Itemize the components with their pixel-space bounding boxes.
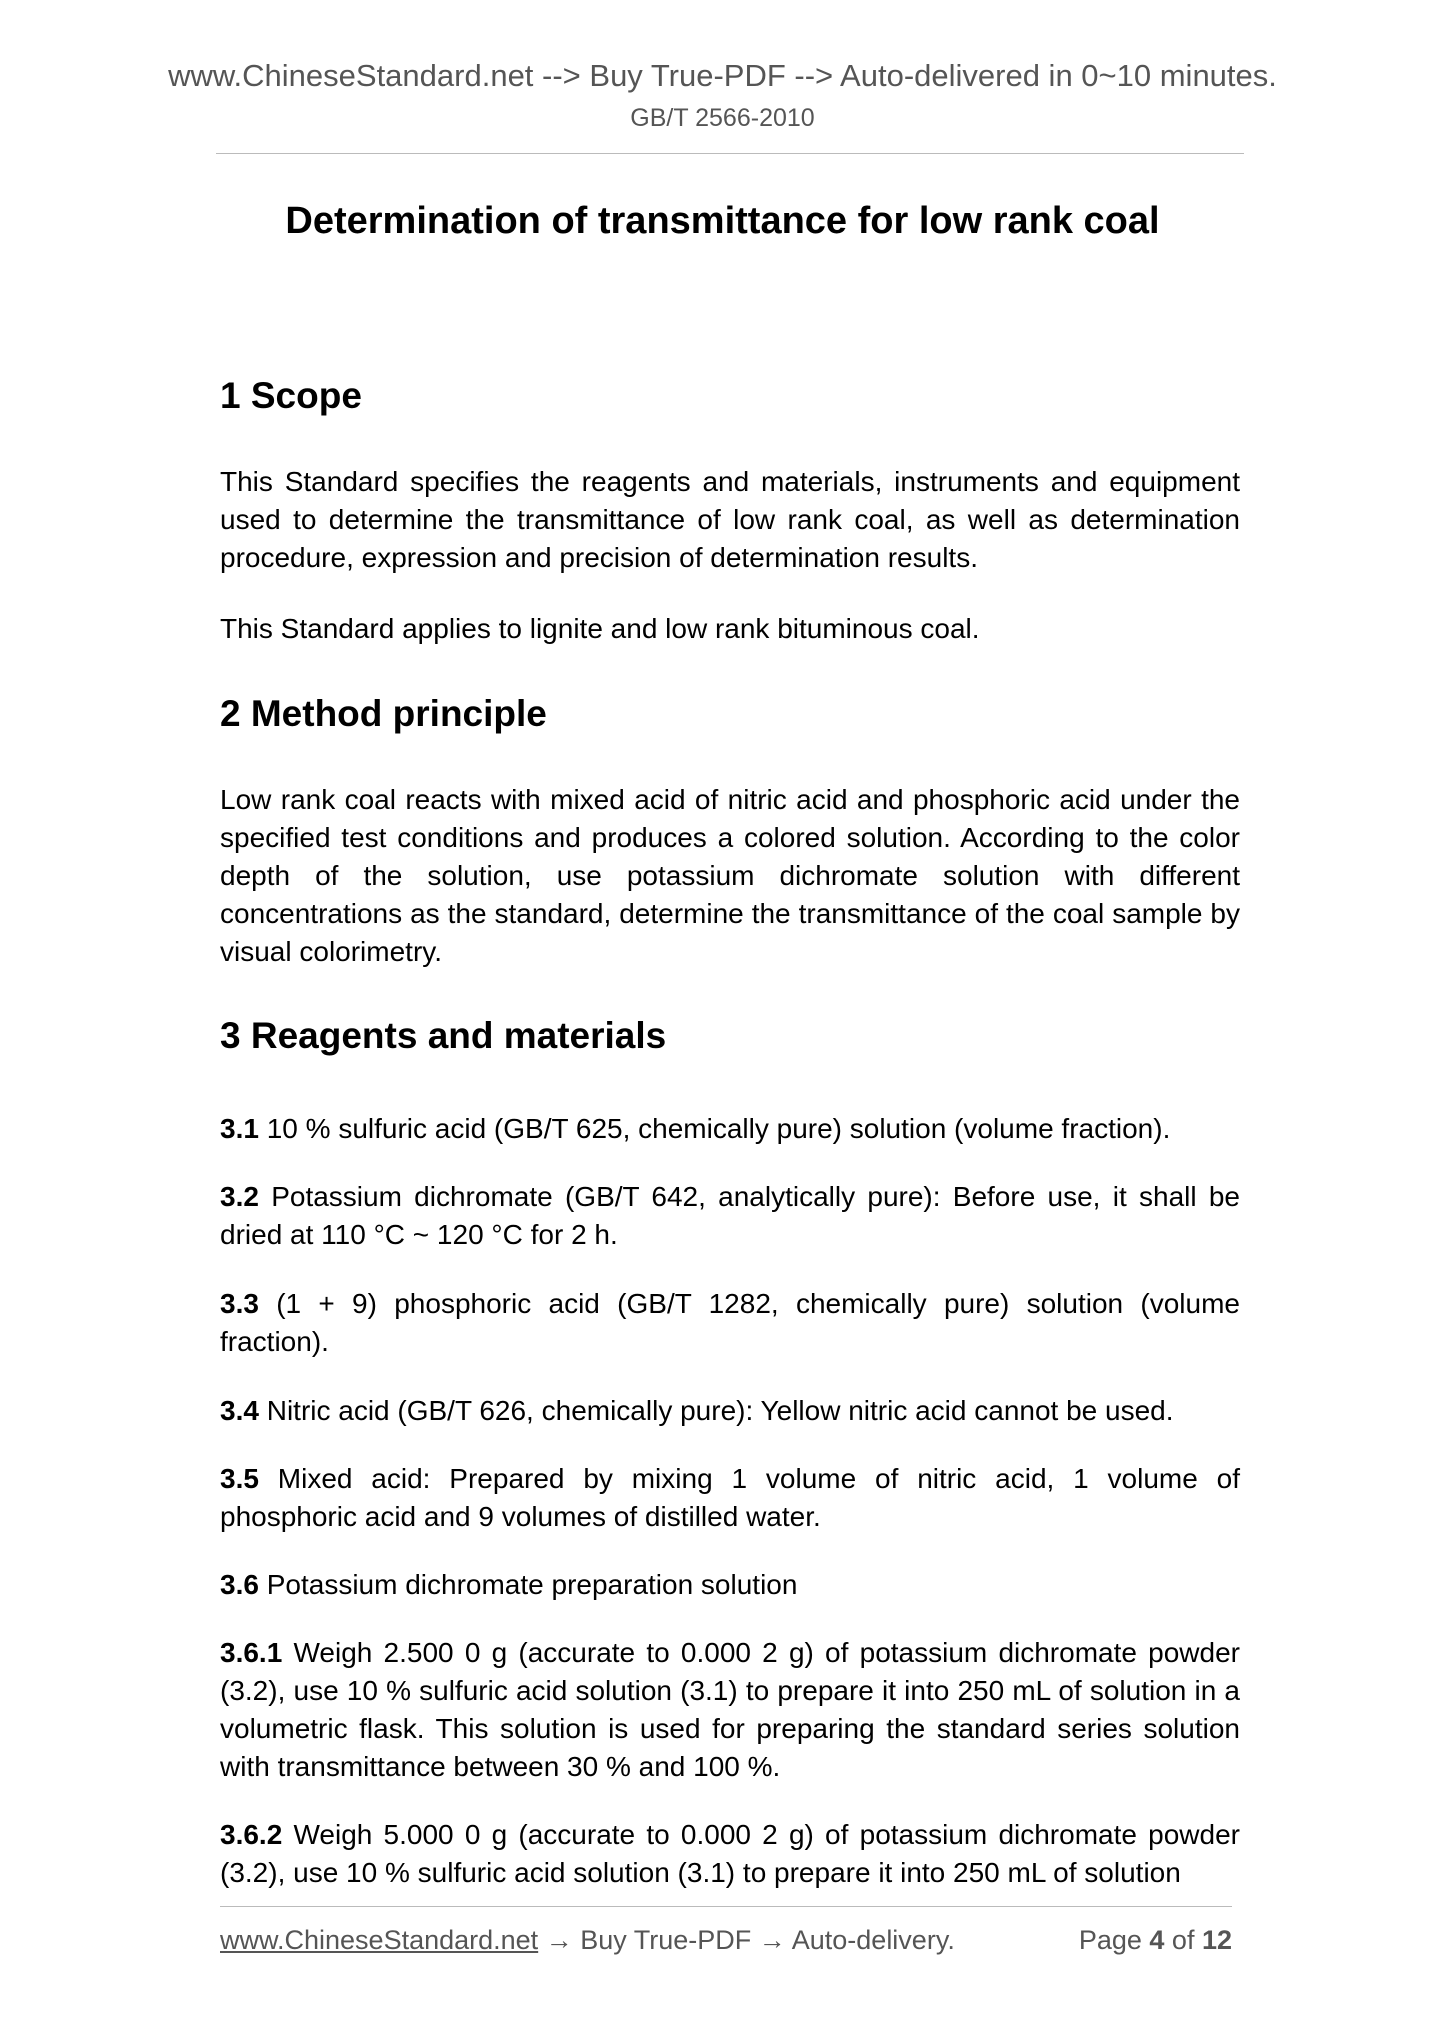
section-heading-scope: 1 Scope: [220, 375, 362, 416]
clause-3-6: [220, 1566, 1240, 1604]
header-divider: [216, 153, 1244, 154]
clause-number: 3.2: [220, 1181, 259, 1212]
section-heading-method-principle: 2 Method principle: [220, 693, 547, 734]
clause-text: Weigh 5.000 0 g (accurate to 0.000 2 g) of potassium dichromate powder (3.2), use 10 % sulfuric acid solution (3.1) to prepare it into 250 mL of solution: [220, 1819, 1240, 1888]
clause-text: 10 % sulfuric acid (GB/T 625, chemically pure) solution (volume fraction).: [258, 1113, 1171, 1144]
clause-number: 3.1: [220, 1113, 259, 1144]
clause-number: 3.5: [220, 1463, 259, 1494]
page-of-label: of: [1164, 1925, 1202, 1955]
clause-3-1: [220, 1110, 1240, 1148]
clause-text: Potassium dichromate (GB/T 642, analytically pure): Before use, it shall be dried at 110 °C ~ 120 °C for 2 h.: [220, 1181, 1240, 1250]
clause-text: Mixed acid: Prepared by mixing 1 volume of nitric acid, 1 volume of phosphoric acid and 9 volumes of distilled water.: [220, 1463, 1240, 1532]
page-total: 12: [1201, 1925, 1232, 1955]
clause-number: 3.6: [220, 1569, 259, 1600]
clause-3-2: [220, 1178, 1240, 1254]
scope-paragraph-2: This Standard applies to lignite and low rank bituminous coal.: [220, 613, 980, 644]
clause-text: Potassium dichromate preparation solution: [258, 1569, 798, 1600]
header-promo-line: www.ChineseStandard.net --> Buy True-PDF --> Auto-delivered in 0~10 minutes.: [168, 58, 1277, 93]
page-indicator: [1079, 1925, 1232, 1956]
clause-number: 3.6.1: [220, 1637, 283, 1668]
footer-divider: [220, 1906, 1232, 1907]
method-principle-paragraph: Low rank coal reacts with mixed acid of nitric acid and phosphoric acid under the specified test conditions and produces a colored solution. According to the color depth of the solution, use potassium dichromate solution with different concentrations as the standard, determine the transmittance of the coal sample by visual colorimetry.: [220, 784, 1240, 967]
document-title: Determination of transmittance for low rank coal: [285, 200, 1160, 242]
clause-3-5: [220, 1460, 1240, 1536]
clause-text: Weigh 2.500 0 g (accurate to 0.000 2 g) of potassium dichromate powder (3.2), use 10 % sulfuric acid solution (3.1) to prepare it into 250 mL of solution in a volumetric flask. This solution is used for preparing the standard series solution with transmittance between 30 % and 100 %.: [220, 1637, 1240, 1782]
clause-number: 3.6.2: [220, 1819, 283, 1850]
scope-paragraph-1: This Standard specifies the reagents and materials, instruments and equipment used to determine the transmittance of low rank coal, as well as determination procedure, expression and precision of determination results.: [220, 466, 1240, 573]
page-label: Page: [1078, 1925, 1150, 1955]
clause-text: (1 + 9) phosphoric acid (GB/T 1282, chemically pure) solution (volume fraction).: [220, 1288, 1240, 1357]
clause-text: Nitric acid (GB/T 626, chemically pure): Yellow nitric acid cannot be used.: [258, 1395, 1174, 1426]
clause-3-4: [220, 1392, 1240, 1430]
clause-number: 3.3: [220, 1288, 259, 1319]
clause-number: 3.4: [220, 1395, 259, 1426]
page-current: 4: [1149, 1925, 1165, 1955]
header-standard-code: GB/T 2566-2010: [630, 104, 815, 132]
clause-3-6-1: [220, 1634, 1240, 1786]
footer-left: [220, 1925, 955, 1956]
clause-3-3: [220, 1285, 1240, 1361]
footer-site-link[interactable]: www.ChineseStandard.net: [220, 1925, 539, 1955]
section-heading-reagents: 3 Reagents and materials: [220, 1015, 667, 1056]
footer-tagline: → Buy True-PDF → Auto-delivery.: [538, 1925, 955, 1955]
clause-3-6-2: [220, 1816, 1240, 1892]
